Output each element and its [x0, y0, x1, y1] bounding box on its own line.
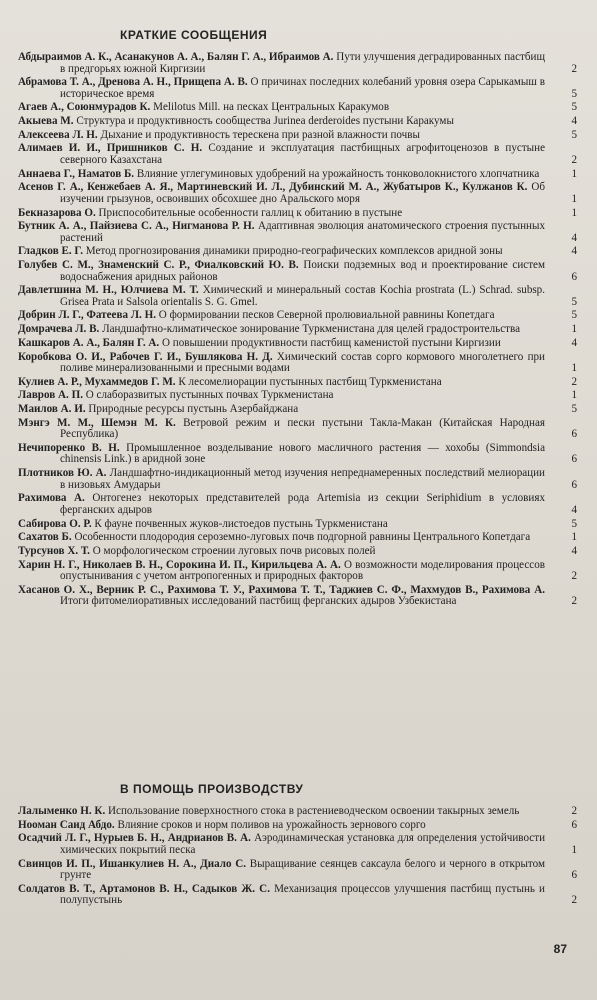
entry-authors: Нооман Саид Абдо. — [18, 818, 115, 831]
bibliography-entry — [18, 77, 583, 100]
section-title-short-reports: КРАТКИЕ СООБЩЕНИЯ — [120, 28, 268, 42]
entry-authors: Кулиев А. Р., Мухаммедов Г. М. — [18, 375, 176, 388]
bibliography-entry — [18, 806, 583, 818]
entry-page-number: 4 — [571, 503, 577, 516]
bibliography-entry — [18, 585, 583, 608]
entry-page-number: 4 — [571, 245, 577, 258]
entry-title: К лесомелиорации пустынных пастбищ Туркменистана — [178, 375, 442, 388]
entry-title: О причинах последних колебаний уровня озера Сарыкамыш в историческое время — [60, 76, 545, 100]
entry-title: Структура и продуктивность сообщества Jurinea derderoides пустыни Каракумы — [76, 115, 454, 128]
entry-page-number: 4 — [571, 115, 577, 128]
bibliography-entry — [18, 143, 583, 166]
entry-authors: Свинцов И. П., Ишанкулиев Н. А., Диало С. — [18, 857, 247, 870]
entry-authors: Хасанов О. Х., Верник Р. С., Рахимова Т. У., Рахимова Т. Т., Таджиев С. Ф., Махмудов В., Рахимова А. — [18, 583, 545, 596]
entry-authors: Плотников Ю. А. — [18, 467, 107, 480]
bibliography-entry — [18, 102, 583, 114]
entry-authors: Лавров А. П. — [18, 389, 83, 402]
entry-page-number: 1 — [571, 843, 577, 856]
entry-page-number: 5 — [571, 101, 577, 114]
entry-authors: Осадчий Л. Г., Нурыев Б. Н., Андрианов В. А. — [18, 832, 251, 845]
bibliography-entry — [18, 52, 583, 75]
entry-title: О повышении продуктивности пастбищ каменистой пустыни Киргизии — [161, 336, 501, 349]
entry-title: Ландшафтно-климатическое зонирование Туркменистана для целей градостроительства — [102, 323, 520, 336]
short-reports-list — [18, 52, 583, 610]
entry-title: Химический и минеральный состав Kochia prostrata (L.) Schrad. subsp. Grisea Prata и Salsola orientalis S. G. Gmel. — [60, 284, 545, 308]
entry-title: Ветровой режим и пески пустыни Такла-Макан (Китайская Народная Республика) — [60, 416, 545, 441]
entry-title: Особенности плодородия сероземно-луговых почв подгорной равнины Центрального Копетдага — [74, 531, 531, 544]
entry-page-number: 5 — [571, 517, 577, 530]
entry-page-number: 6 — [571, 478, 577, 491]
entry-page-number: 2 — [571, 375, 577, 388]
entry-title: Аэродинамическая установка для определения устойчивости химических покрытий песка — [60, 832, 546, 856]
entry-page-number: 1 — [571, 167, 577, 180]
bibliography-entry — [18, 338, 583, 350]
entry-page-number: 6 — [571, 428, 577, 441]
entry-title: Влияние сроков и норм поливов на урожайность зернового сорго — [117, 818, 426, 831]
bibliography-entry — [18, 260, 583, 283]
entry-authors: Акыева М. — [18, 115, 74, 128]
entry-page-number: 4 — [571, 336, 577, 349]
entry-page-number: 2 — [571, 595, 577, 608]
bibliography-entry — [18, 443, 583, 466]
entry-authors: Коробкова О. И., Рабочев Г. И., Бушлякова Н. Д. — [18, 350, 273, 363]
entry-title: Ландшафтно-индикационный метод изучения непреднамеренных последствий мелиорации в низовьях Амударьи — [60, 467, 545, 491]
entry-page-number: 1 — [571, 192, 577, 205]
bibliography-entry — [18, 221, 583, 244]
entry-authors: Добрин Л. Г., Фатеева Л. Н. — [18, 309, 157, 322]
bibliography-entry — [18, 169, 583, 181]
entry-authors: Сахатов Б. — [18, 531, 72, 544]
entry-page-number: 5 — [571, 128, 577, 141]
page-number: 87 — [553, 942, 567, 956]
entry-title: О формировании песков Северной пролювиальной равнины Копетдага — [158, 309, 495, 322]
entry-title: Приспособительные особенности галлиц к обитанию в пустыне — [98, 206, 403, 219]
entry-page-number: 2 — [571, 894, 577, 907]
bibliography-entry — [18, 519, 583, 531]
entry-authors: Асенов Г. А., Кенжебаев А. Я., Мартиневский И. Л., Дубинский М. А., Жубатыров К., Кулжанов К. — [18, 181, 528, 194]
entry-title: Онтогенез некоторых представителей рода Artemisia из секции Seriphidium в условиях ферганских адыров — [60, 492, 545, 516]
entry-authors: Алексеева Л. Н. — [18, 128, 98, 141]
bibliography-entry — [18, 833, 583, 856]
entry-page-number: 1 — [571, 389, 577, 402]
entry-page-number: 1 — [571, 531, 577, 544]
entry-page-number: 2 — [571, 62, 577, 75]
bibliography-entry — [18, 352, 583, 375]
entry-title: Выращивание сеянцев саксаула белого и черного в открытом грунте — [60, 857, 545, 882]
bibliography-entry — [18, 390, 583, 402]
entry-title: О морфологическом строении луговых почв рисовых полей — [92, 544, 376, 557]
entry-page-number: 2 — [571, 570, 577, 583]
bibliography-entry — [18, 310, 583, 322]
entry-page-number: 2 — [571, 805, 577, 817]
entry-page-number: 1 — [571, 362, 577, 374]
bibliography-entry — [18, 208, 583, 220]
entry-page-number: 6 — [571, 818, 577, 831]
entry-title: Природные ресурсы пустынь Азербайджана — [88, 403, 299, 416]
bibliography-entry — [18, 404, 583, 416]
entry-authors: Лалыменко Н. К. — [18, 805, 106, 817]
entry-title: К фауне почвенных жуков-листоедов пустынь Туркменистана — [94, 517, 388, 530]
entry-authors: Голубев С. М., Знаменский С. Р., Фиалковский Ю. В. — [18, 259, 299, 272]
bibliography-entry — [18, 116, 583, 128]
bibliography-entry — [18, 324, 583, 336]
entry-page-number: 5 — [571, 309, 577, 322]
entry-authors: Абдыраимов А. К., Асанакунов А. А., Балян Г. А., Ибраимов А. — [18, 51, 334, 63]
production-help-list — [18, 806, 583, 909]
entry-page-number: 5 — [571, 295, 577, 308]
bibliography-entry — [18, 182, 583, 205]
entry-title: Промышленное возделывание нового масличного растения — хохобы (Simmondsia chinensis Link.) в аридной зоне — [60, 441, 546, 466]
bibliography-entry — [18, 884, 583, 907]
bibliography-entry — [18, 560, 583, 583]
entry-authors: Агаев А., Союнмурадов К. — [18, 101, 151, 114]
entry-authors: Кашкаров А. А., Балян Г. А. — [18, 336, 160, 349]
bibliography-entry — [18, 820, 583, 832]
entry-authors: Мэнгэ М. М., Шемэн М. К. — [18, 416, 176, 429]
entry-authors: Турсунов Х. Т. — [18, 544, 90, 557]
bibliography-entry — [18, 418, 583, 441]
entry-page-number: 4 — [571, 231, 577, 244]
entry-page-number: 1 — [571, 206, 577, 219]
entry-title: Об изучении грызунов, освоивших обсохшее дно Аральского моря — [60, 181, 546, 205]
entry-authors: Гладков Е. Г. — [18, 245, 83, 258]
entry-authors: Рахимова А. — [18, 492, 85, 505]
entry-page-number: 6 — [571, 869, 577, 882]
entry-title: Создание и эксплуатация пастбищных агрофитоценозов в пустыне северного Казахстана — [60, 142, 545, 166]
entry-page-number: 6 — [571, 270, 577, 283]
bibliography-entry — [18, 532, 583, 544]
entry-title: Пути улучшения деградированных пастбищ в предгорьях южной Киргизии — [60, 51, 545, 75]
entry-title: Melilotus Mill. на песках Центральных Каракумов — [153, 101, 390, 114]
bibliography-entry — [18, 493, 583, 516]
entry-authors: Алимаев И. И., Пришников С. Н. — [18, 142, 203, 155]
entry-authors: Харин Н. Г., Николаев В. Н., Сорокина И. П., Кирильцева А. А. — [18, 558, 341, 571]
entry-title: Итоги фитомелиоративных исследований пастбищ ферганских адыров Узбекистана — [60, 595, 457, 608]
entry-authors: Маилов А. И. — [18, 403, 86, 416]
entry-page-number: 1 — [571, 323, 577, 336]
entry-title: Использование поверхностного стока в растениеводческом освоении такырных земель — [108, 805, 520, 817]
entry-page-number: 5 — [571, 87, 577, 100]
entry-authors: Абрамова Т. А., Дренова А. Н., Прищепа А. В. — [18, 76, 248, 89]
entry-authors: Сабирова О. Р. — [18, 517, 92, 530]
bibliography-entry — [18, 859, 583, 882]
section-title-production-help: В ПОМОЩЬ ПРОИЗВОДСТВУ — [120, 782, 304, 796]
entry-title: О возможности моделирования процессов опустынивания с учетом антропогенных и природных факторов — [60, 558, 545, 583]
entry-title: Метод прогнозирования динамики природно-географических комплексов аридной зоны — [85, 245, 503, 258]
entry-authors: Бекназарова О. — [18, 206, 96, 219]
entry-authors: Домрачева Л. В. — [18, 323, 100, 336]
bibliography-entry — [18, 285, 583, 308]
entry-title: Поиски подземных вод и проектирование систем водоснабжения аридных районов — [60, 259, 546, 283]
entry-page-number: 4 — [571, 544, 577, 557]
bibliography-entry — [18, 546, 583, 558]
entry-title: Адаптивная эволюция анатомического строения пустынных растений — [60, 220, 545, 244]
bibliography-entry — [18, 468, 583, 491]
entry-page-number: 6 — [571, 453, 577, 466]
entry-page-number: 2 — [571, 153, 577, 166]
entry-title: Химический состав сорго кормового многолетнего при поливе минерализованными и пресными водами — [60, 350, 545, 374]
bibliography-entry — [18, 130, 583, 142]
entry-page-number: 5 — [571, 403, 577, 416]
entry-authors: Солдатов В. Т., Артамонов В. Н., Садыков Ж. С. — [18, 882, 270, 895]
entry-title: Механизация процессов улучшения пастбищ пустынь и полупустынь — [60, 882, 545, 907]
bibliography-entry — [18, 246, 583, 258]
entry-title: Дыхание и продуктивность терескена при разной влажности почвы — [100, 128, 420, 141]
entry-title: Влияние углегуминовых удобрений на урожайность тонковолокнистого хлопчатника — [136, 167, 540, 180]
entry-authors: Бутник А. А., Пайзиева С. А., Нигманова Р. Н. — [18, 220, 255, 233]
bibliography-entry — [18, 377, 583, 389]
entry-authors: Давлетшина М. Н., Юлчиева М. Т. — [18, 284, 199, 297]
entry-authors: Аннаева Г., Наматов Б. — [18, 167, 135, 180]
entry-title: О слаборазвитых пустынных почвах Туркменистана — [85, 389, 334, 402]
entry-authors: Нечипоренко В. Н. — [18, 441, 120, 454]
